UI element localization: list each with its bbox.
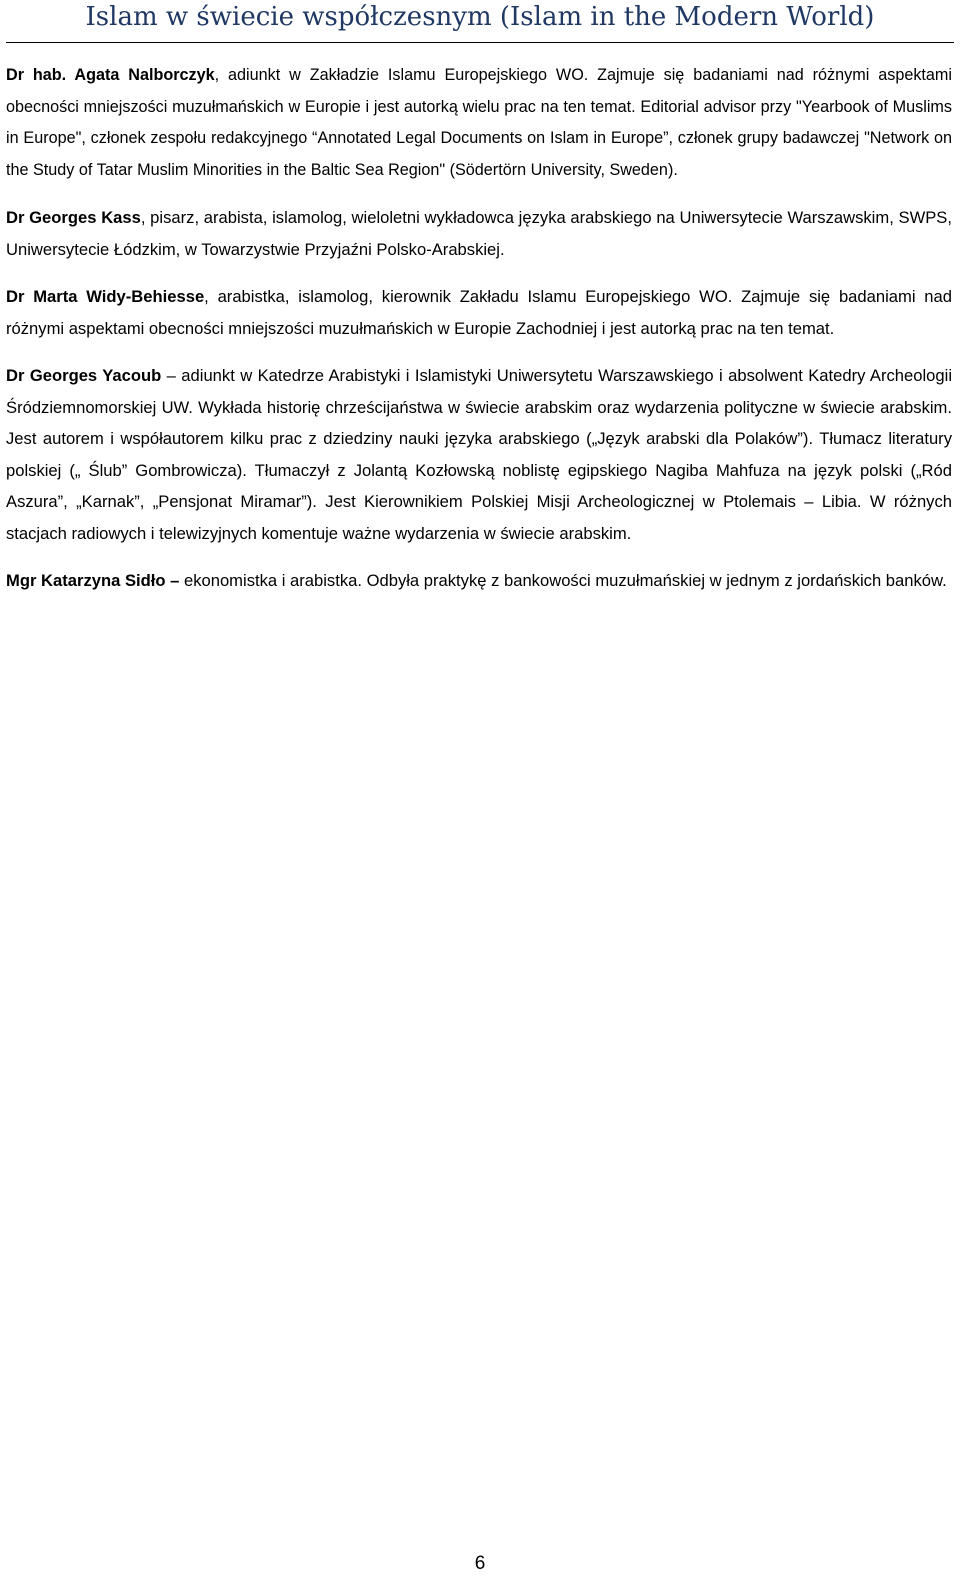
page-number: 6 [474, 1553, 486, 1574]
bio-name: Dr Marta Widy-Behiesse [6, 287, 205, 306]
bio-name: Mgr Katarzyna Sidło – [6, 571, 180, 590]
page-title: Islam w świecie współczesnym (Islam in the Modern World) [85, 2, 875, 32]
bio-text: – adiunkt w Katedrze Arabistyki i Islamistyki Uniwersytetu Warszawskiego i absolwent Katedry Archeologii Śródziemnomorskiej UW. Wykłada historię chrześcijaństwa w świecie arabskim oraz wydarzenia polityczne w świecie arabskim. Jest autorem i współautorem kilku prac z dziedziny nauki języka arabskiego („Język arabski dla Polaków”). Tłumacz literatury polskiej („ Ślub” Gombrowicza). Tłumaczył z Jolantą Kozłowską noblistę egipskiego Nagiba Mahfuza na język polski („Ród Aszura”, „Karnak”, „Pensjonat Miramar”). Jest Kierownikiem Polskiej Misji Archeologicznej w Ptolemais – Libia. W różnych stacjach radiowych i telewizyjnych komentuje ważne wydarzenia w świecie arabskim. [6, 366, 953, 543]
bio-text: , adiunkt w Zakładzie Islamu Europejskiego WO. Zajmuje się badaniami nad różnymi aspektami obecności mniejszości muzułmańskich w Europie i jest autorką wielu prac na ten temat. Editorial advisor przy "Yearbook of Muslims in Europe", członek zespołu redakcyjnego “Annotated Legal Documents on Islam in Europe”, członek grupy badawczej "Network on the Study of Tatar Muslim Minorities in the Baltic Sea Region" (Södertörn University, Sweden). [6, 66, 952, 179]
bio-katarzyna-sidlo [6, 565, 952, 597]
document-body [6, 60, 952, 613]
bio-text: , arabistka, islamolog, kierownik Zakładu Islamu Europejskiego WO. Zajmuje się badaniami nad różnymi aspektami obecności mniejszości muzułmańskich w Europie Zachodniej i jest autorką prac na ten temat. [6, 287, 952, 338]
bio-name: Dr Georges Kass [6, 208, 141, 227]
page-header [0, 0, 960, 44]
bio-name: Dr hab. Agata Nalborczyk [6, 66, 215, 84]
bio-name: Dr Georges Yacoub [6, 366, 162, 385]
bio-marta-widy-behiesse [6, 281, 952, 344]
bio-text: , pisarz, arabista, islamolog, wieloletni wykładowca języka arabskiego na Uniwersytecie Warszawskim, SWPS, Uniwersytecie Łódzkim, w Towarzystwie Przyjaźni Polsko-Arabskiej. [6, 208, 952, 259]
bio-text: ekonomistka i arabistka. Odbyła praktykę z bankowości muzułmańskiej w jednym z jordańskich banków. [179, 571, 947, 590]
bio-georges-kass [6, 202, 952, 265]
header-divider [6, 42, 954, 43]
bio-agata-nalborczyk [6, 60, 952, 186]
bio-georges-yacoub [6, 360, 952, 549]
